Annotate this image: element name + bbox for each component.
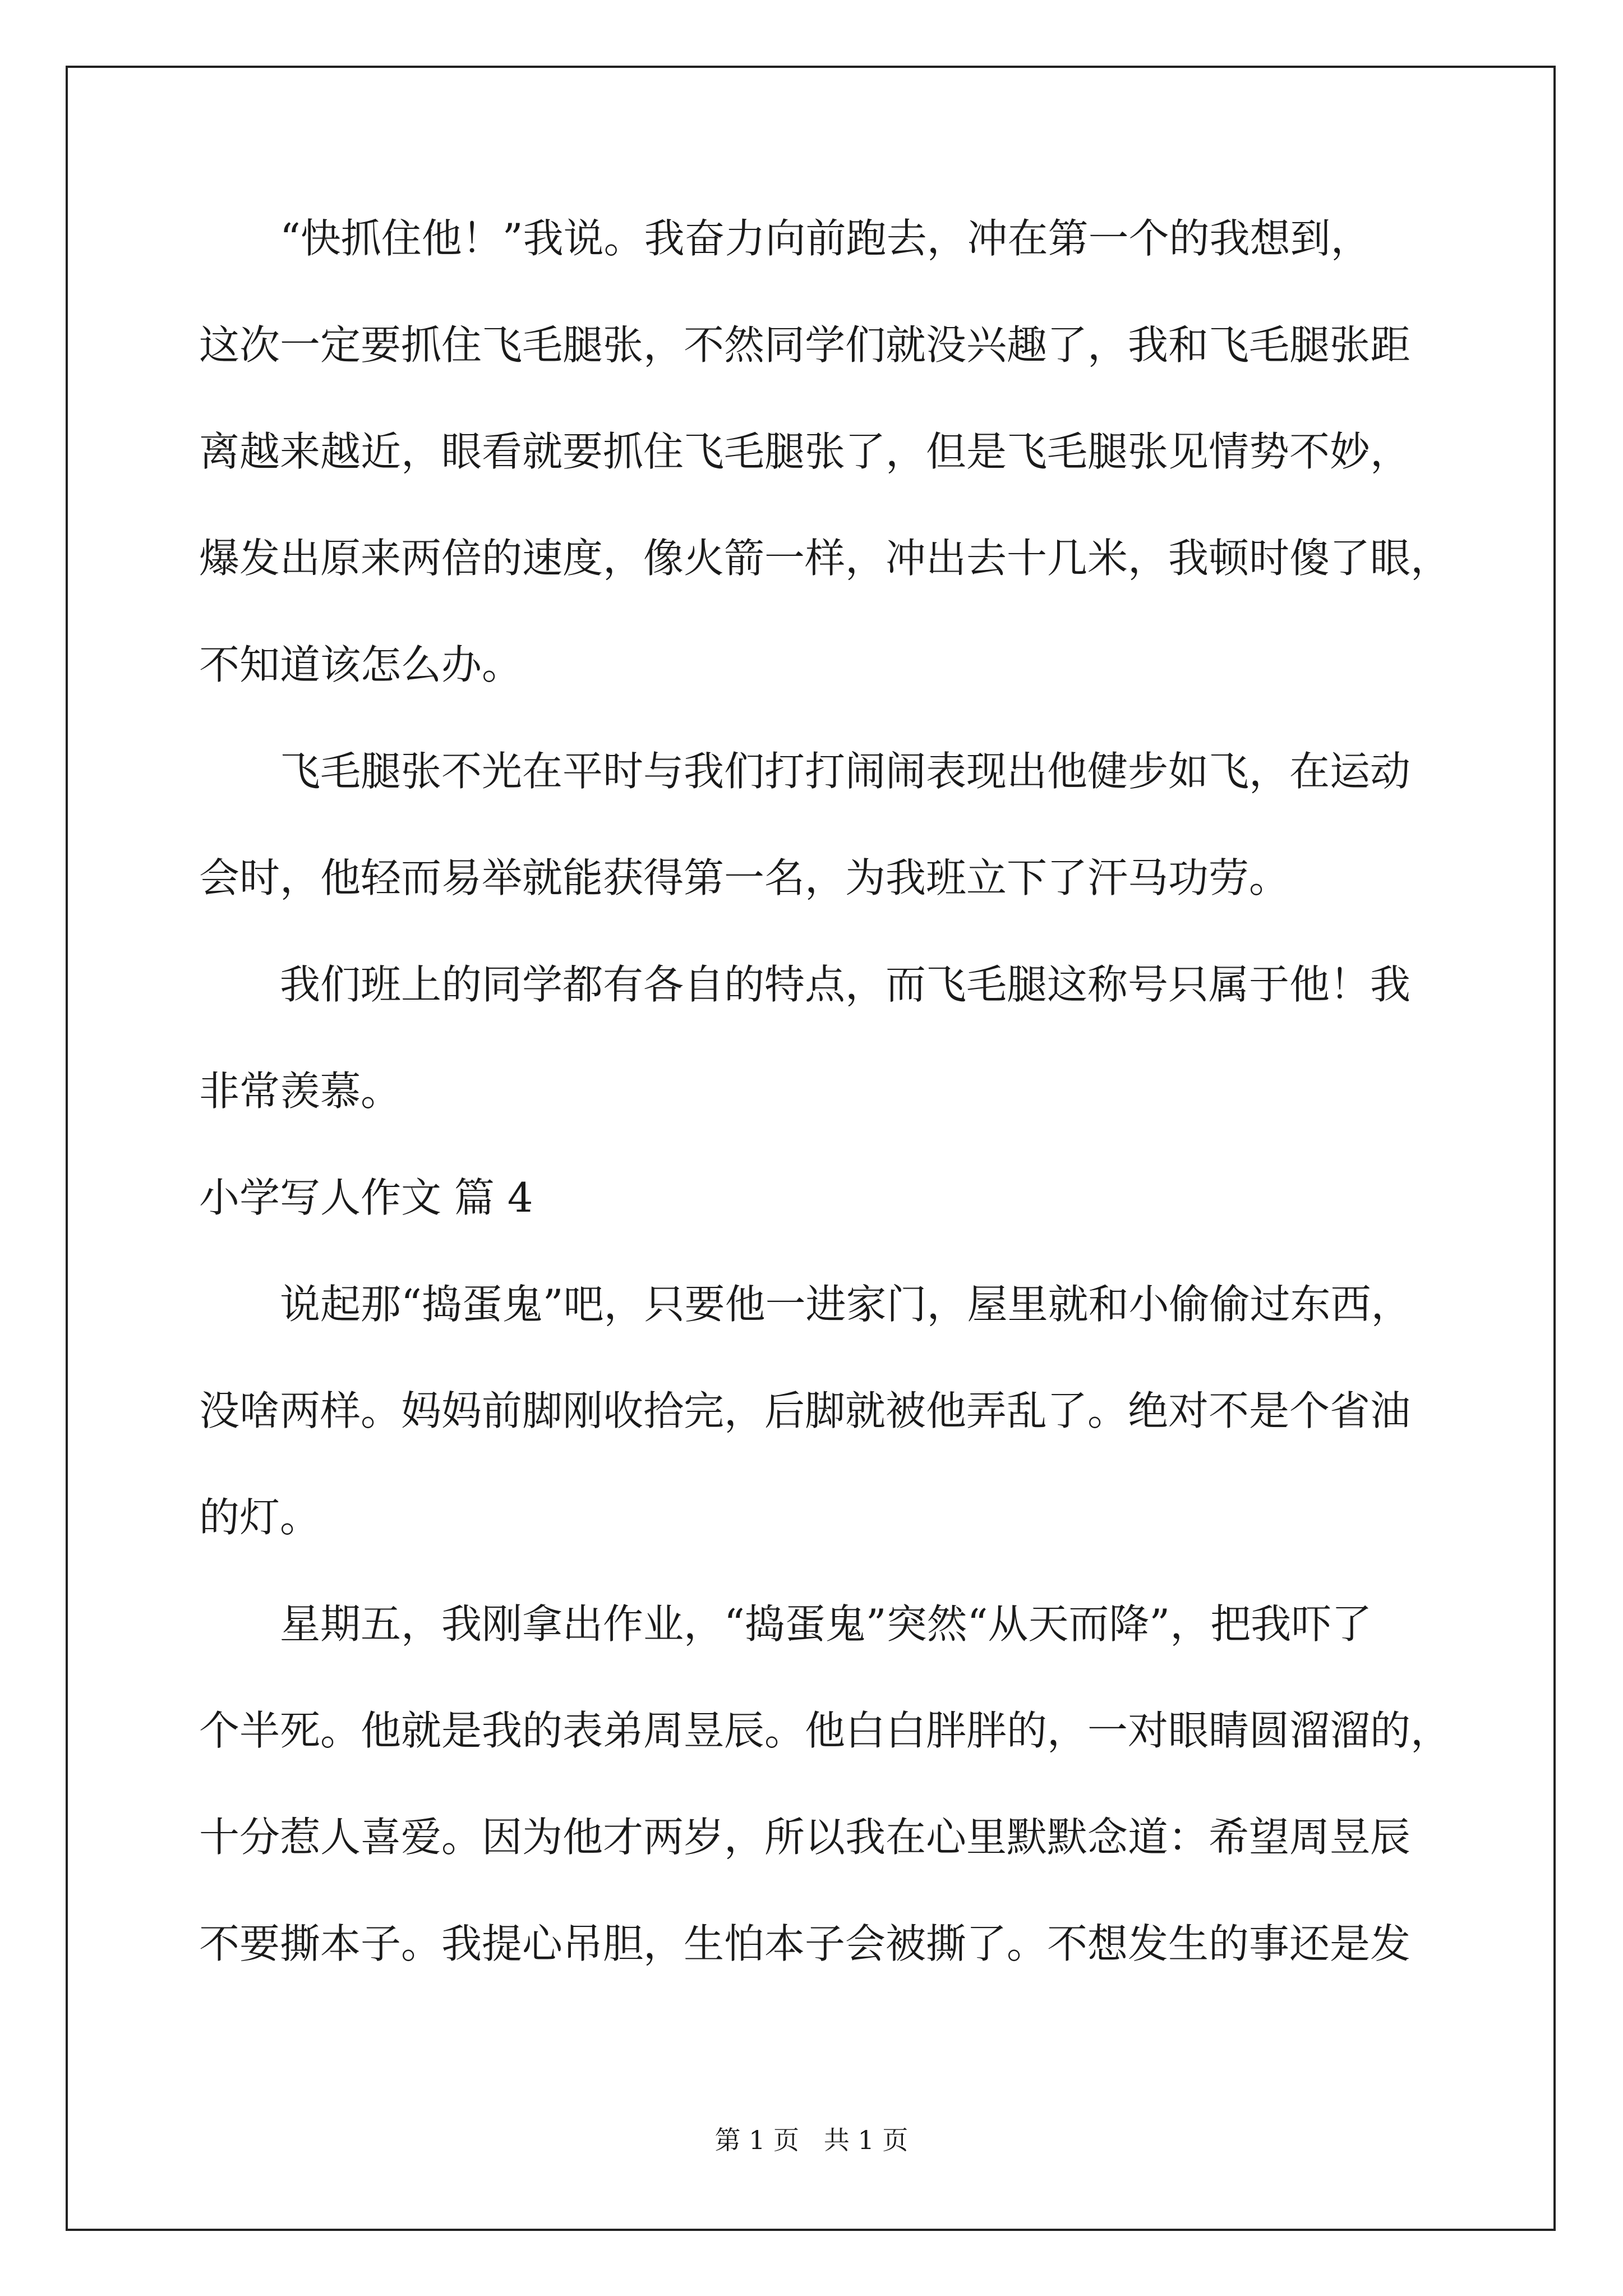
section-heading: 小学写人作文 篇 4 bbox=[199, 1174, 533, 1221]
page-border bbox=[66, 66, 1556, 2231]
text-line: 我们班上的同学都有各自的特点，而飞毛腿这称号只属于他！我 bbox=[199, 961, 1411, 1008]
text-line: 星期五，我刚拿出作业，“捣蛋鬼”突然“从天而降”，把我吓了 bbox=[199, 1600, 1372, 1648]
text-line: 十分惹人喜爱。因为他才两岁，所以我在心里默默念道：希望周昱辰 bbox=[199, 1814, 1411, 1861]
text-line: 个半死。他就是我的表弟周昱辰。他白白胖胖的，一对眼睛圆溜溜的， bbox=[199, 1707, 1451, 1754]
text-line: “快抓住他！”我说。我奋力向前跑去，冲在第一个的我想到， bbox=[199, 215, 1371, 262]
text-line: 非常羡慕。 bbox=[199, 1068, 402, 1115]
text-line: 会时，他轻而易举就能获得第一名，为我班立下了汗马功劳。 bbox=[199, 854, 1290, 901]
text-line: 这次一定要抓住飞毛腿张，不然同学们就没兴趣了，我和飞毛腿张距 bbox=[199, 321, 1411, 369]
text-line: 不知道该怎么办。 bbox=[199, 641, 523, 688]
text-line: 说起那“捣蛋鬼”吧，只要他一进家门，屋里就和小偷偷过东西， bbox=[199, 1281, 1412, 1328]
text-line: 没啥两样。妈妈前脚刚收拾完，后脚就被他弄乱了。绝对不是个省油 bbox=[199, 1387, 1411, 1434]
text-line: 爆发出原来两倍的速度，像火箭一样，冲出去十几米，我顿时傻了眼， bbox=[199, 535, 1451, 582]
page-footer: 第 1 页 共 1 页 bbox=[714, 2125, 909, 2155]
text-line: 的灯。 bbox=[199, 1494, 321, 1541]
text-line: 离越来越近，眼看就要抓住飞毛腿张了，但是飞毛腿张见情势不妙， bbox=[199, 428, 1411, 475]
text-line: 飞毛腿张不光在平时与我们打打闹闹表现出他健步如飞，在运动 bbox=[199, 748, 1411, 795]
text-line: 不要撕本子。我提心吊胆，生怕本子会被撕了。不想发生的事还是发 bbox=[199, 1920, 1411, 1967]
